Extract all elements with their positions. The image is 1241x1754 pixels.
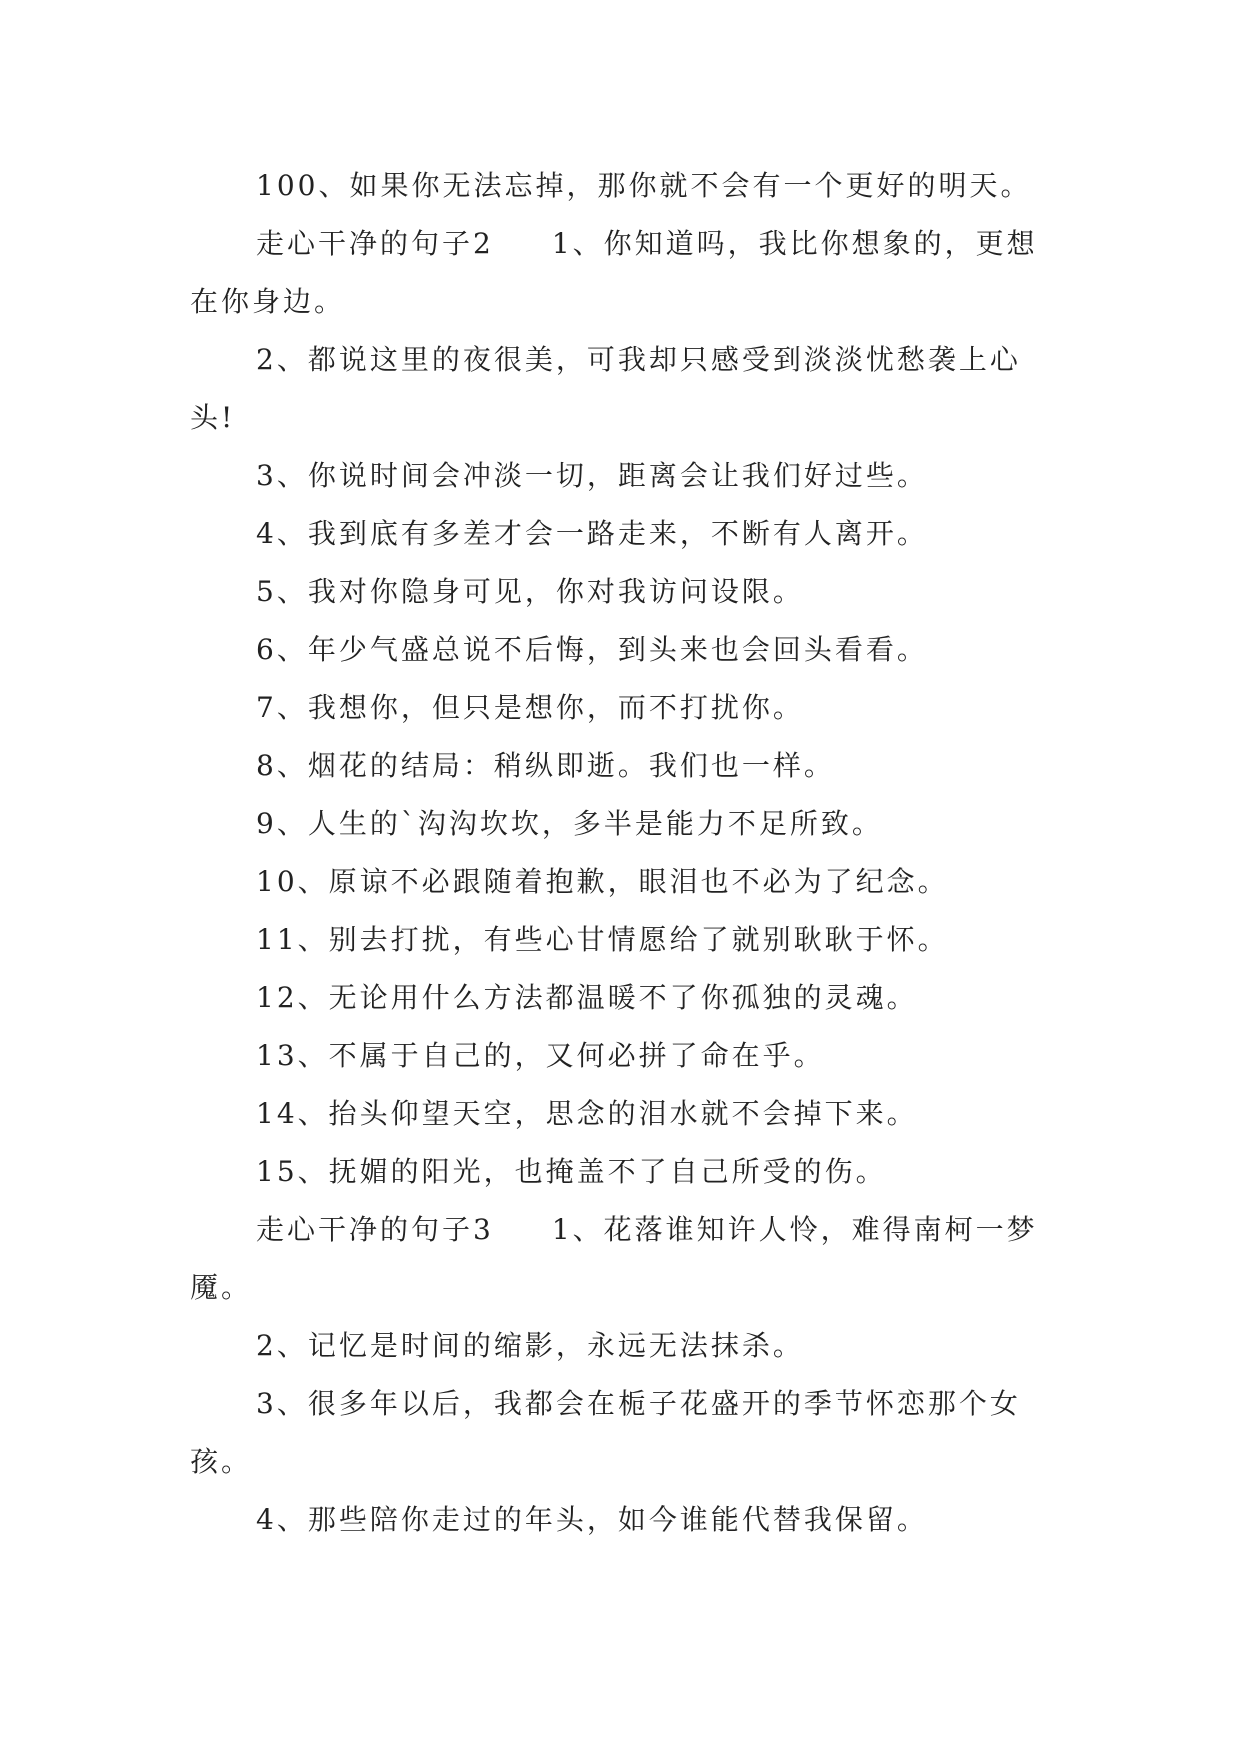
paragraph: 2、记忆是时间的缩影，永远无法抹杀。 — [256, 1329, 804, 1362]
section-heading: 走心干净的句子3 — [256, 1213, 494, 1246]
paragraph: 4、那些陪你走过的年头，如今谁能代替我保留。 — [256, 1503, 928, 1536]
paragraph: 10、原谅不必跟随着抱歉，眼泪也不必为了纪念。 — [256, 865, 949, 898]
paragraph-text: 1、花落谁知许人怜，难得南柯一梦魇。 — [190, 1213, 1038, 1304]
paragraph: 5、我对你隐身可见，你对我访问设限。 — [256, 575, 804, 608]
paragraph: 3、你说时间会冲淡一切，距离会让我们好过些。 — [256, 459, 928, 492]
paragraph-text: 1、你知道吗，我比你想象的，更想在你身边。 — [190, 227, 1038, 318]
paragraph: 8、烟花的结局：稍纵即逝。我们也一样。 — [256, 749, 835, 782]
paragraph: 6、年少气盛总说不后悔，到头来也会回头看看。 — [256, 633, 928, 666]
paragraph: 3、很多年以后，我都会在栀子花盛开的季节怀恋那个女孩。 — [190, 1387, 1021, 1478]
paragraph: 14、抬头仰望天空，思念的泪水就不会掉下来。 — [256, 1097, 918, 1130]
paragraph: 13、不属于自己的，又何必拼了命在乎。 — [256, 1039, 825, 1072]
section-heading: 走心干净的句子2 — [256, 227, 494, 260]
section-heading-paragraph — [190, 215, 1060, 331]
paragraph: 2、都说这里的夜很美，可我却只感受到淡淡忧愁袭上心头! — [190, 343, 1021, 434]
paragraph: 4、我到底有多差才会一路走来，不断有人离开。 — [256, 517, 928, 550]
section-heading-paragraph — [190, 1201, 1060, 1317]
paragraph: 7、我想你，但只是想你，而不打扰你。 — [256, 691, 804, 724]
paragraph: 12、无论用什么方法都温暖不了你孤独的灵魂。 — [256, 981, 918, 1014]
paragraph: 15、抚媚的阳光，也掩盖不了自己所受的伤。 — [256, 1155, 887, 1188]
paragraph: 9、人生的`沟沟坎坎，多半是能力不足所致。 — [256, 807, 883, 840]
document-body — [190, 157, 1060, 1549]
paragraph: 11、别去打扰，有些心甘情愿给了就别耿耿于怀。 — [256, 923, 949, 956]
paragraph: 100、如果你无法忘掉，那你就不会有一个更好的明天。 — [256, 169, 1032, 202]
